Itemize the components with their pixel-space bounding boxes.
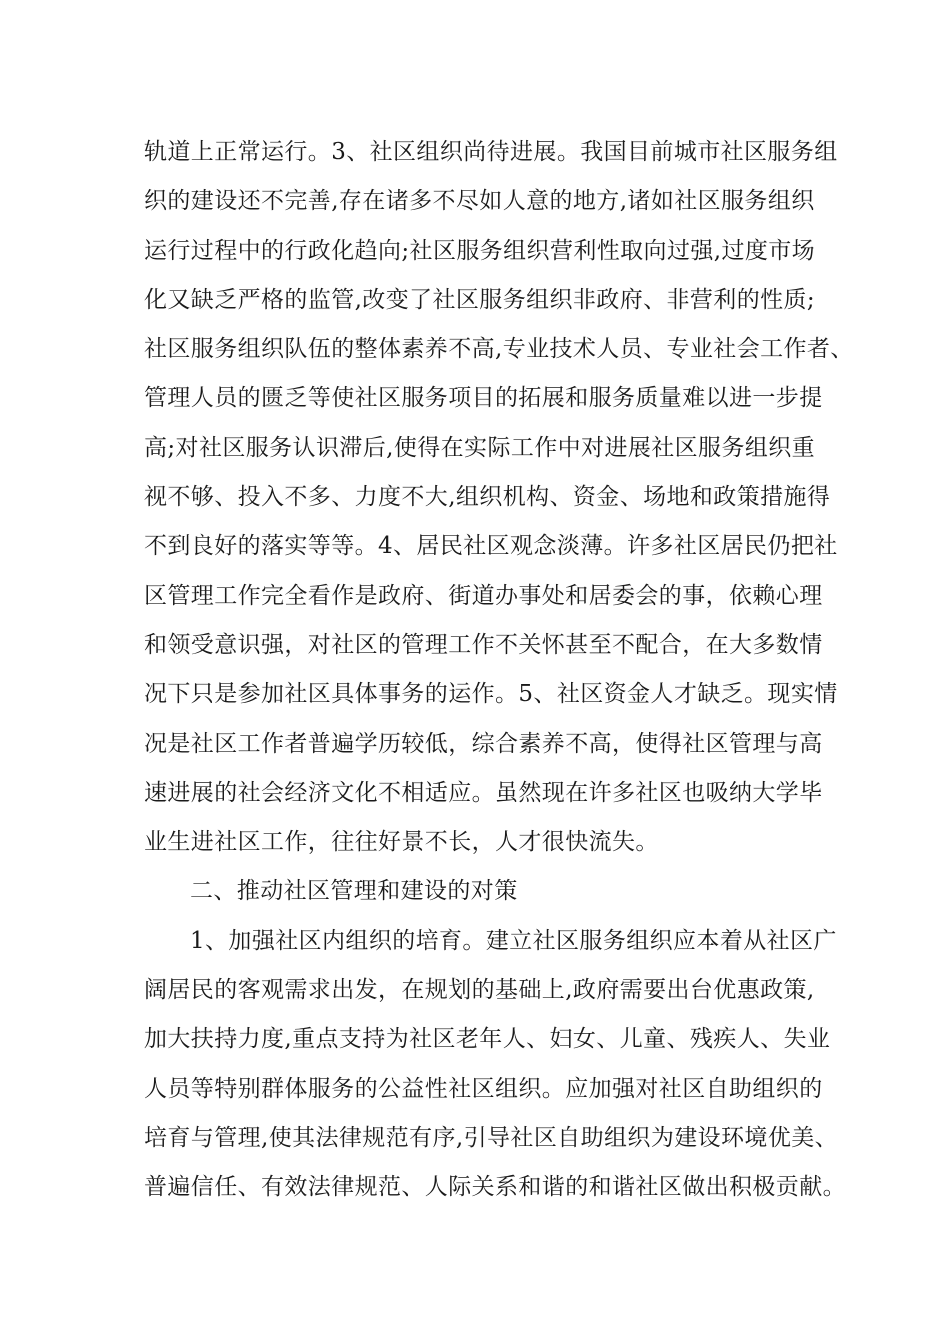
text-line: 区管理工作完全看作是政府、街道办事处和居委会的事，依赖心理 (144, 582, 823, 609)
text-line: 高;对社区服务认识滞后,使得在实际工作中对进展社区服务组织重 (144, 434, 816, 461)
text-line: 普遍信任、有效法律规范、人际关系和谐的和谐社区做出积极贡献。 (144, 1174, 846, 1201)
text-line: 况是社区工作者普遍学历较低，综合素养不高，使得社区管理与高 (144, 730, 823, 757)
text-line: 人员等特别群体服务的公益性社区组织。应加强对社区自助组织的 (144, 1075, 823, 1102)
text-line: 管理人员的匮乏等使社区服务项目的拓展和服务质量难以进一步提 (144, 385, 823, 412)
text-line: 加大扶持力度,重点支持为社区老年人、妇女、儿童、残疾人、失业 (144, 1026, 831, 1053)
text-line: 阔居民的客观需求出发，在规划的基础上,政府需要出台优惠政策, (144, 977, 815, 1004)
text-line: 社区服务组织队伍的整体素养不高,专业技术人员、专业社会工作者、 (144, 336, 854, 363)
text-line: 和领受意识强，对社区的管理工作不关怀甚至不配合，在大多数情 (144, 631, 823, 658)
text-line: 视不够、投入不多、力度不大,组织机构、资金、场地和政策措施得 (144, 484, 831, 511)
text-line: 运行过程中的行政化趋向;社区服务组织营利性取向过强,过度市场 (144, 237, 816, 264)
section-heading: 二、推动社区管理和建设的对策 (190, 878, 518, 905)
body-text (144, 128, 854, 1213)
text-line: 不到良好的落实等等。4、居民社区观念淡薄。许多社区居民仍把社 (144, 533, 838, 560)
text-line: 培育与管理,使其法律规范有序,引导社区自助组织为建设环境优美、 (144, 1124, 839, 1151)
text-line: 织的建设还不完善,存在诸多不尽如人意的地方,诸如社区服务组织 (144, 188, 815, 215)
text-line: 速进展的社会经济文化不相适应。虽然现在许多社区也吸纳大学毕 (144, 779, 823, 806)
text-line: 况下只是参加社区具体事务的运作。5、社区资金人才缺乏。现实情 (144, 681, 838, 708)
text-line: 化又缺乏严格的监管,改变了社区服务组织非政府、非营利的性质; (144, 286, 816, 313)
text-line: 业生进社区工作，往往好景不长，人才很快流失。 (144, 829, 659, 856)
text-line: 1、加强社区内组织的培育。建立社区服务组织应本着从社区广 (190, 927, 837, 954)
text-line: 轨道上正常运行。3、社区组织尚待进展。我国目前城市社区服务组 (144, 139, 838, 165)
